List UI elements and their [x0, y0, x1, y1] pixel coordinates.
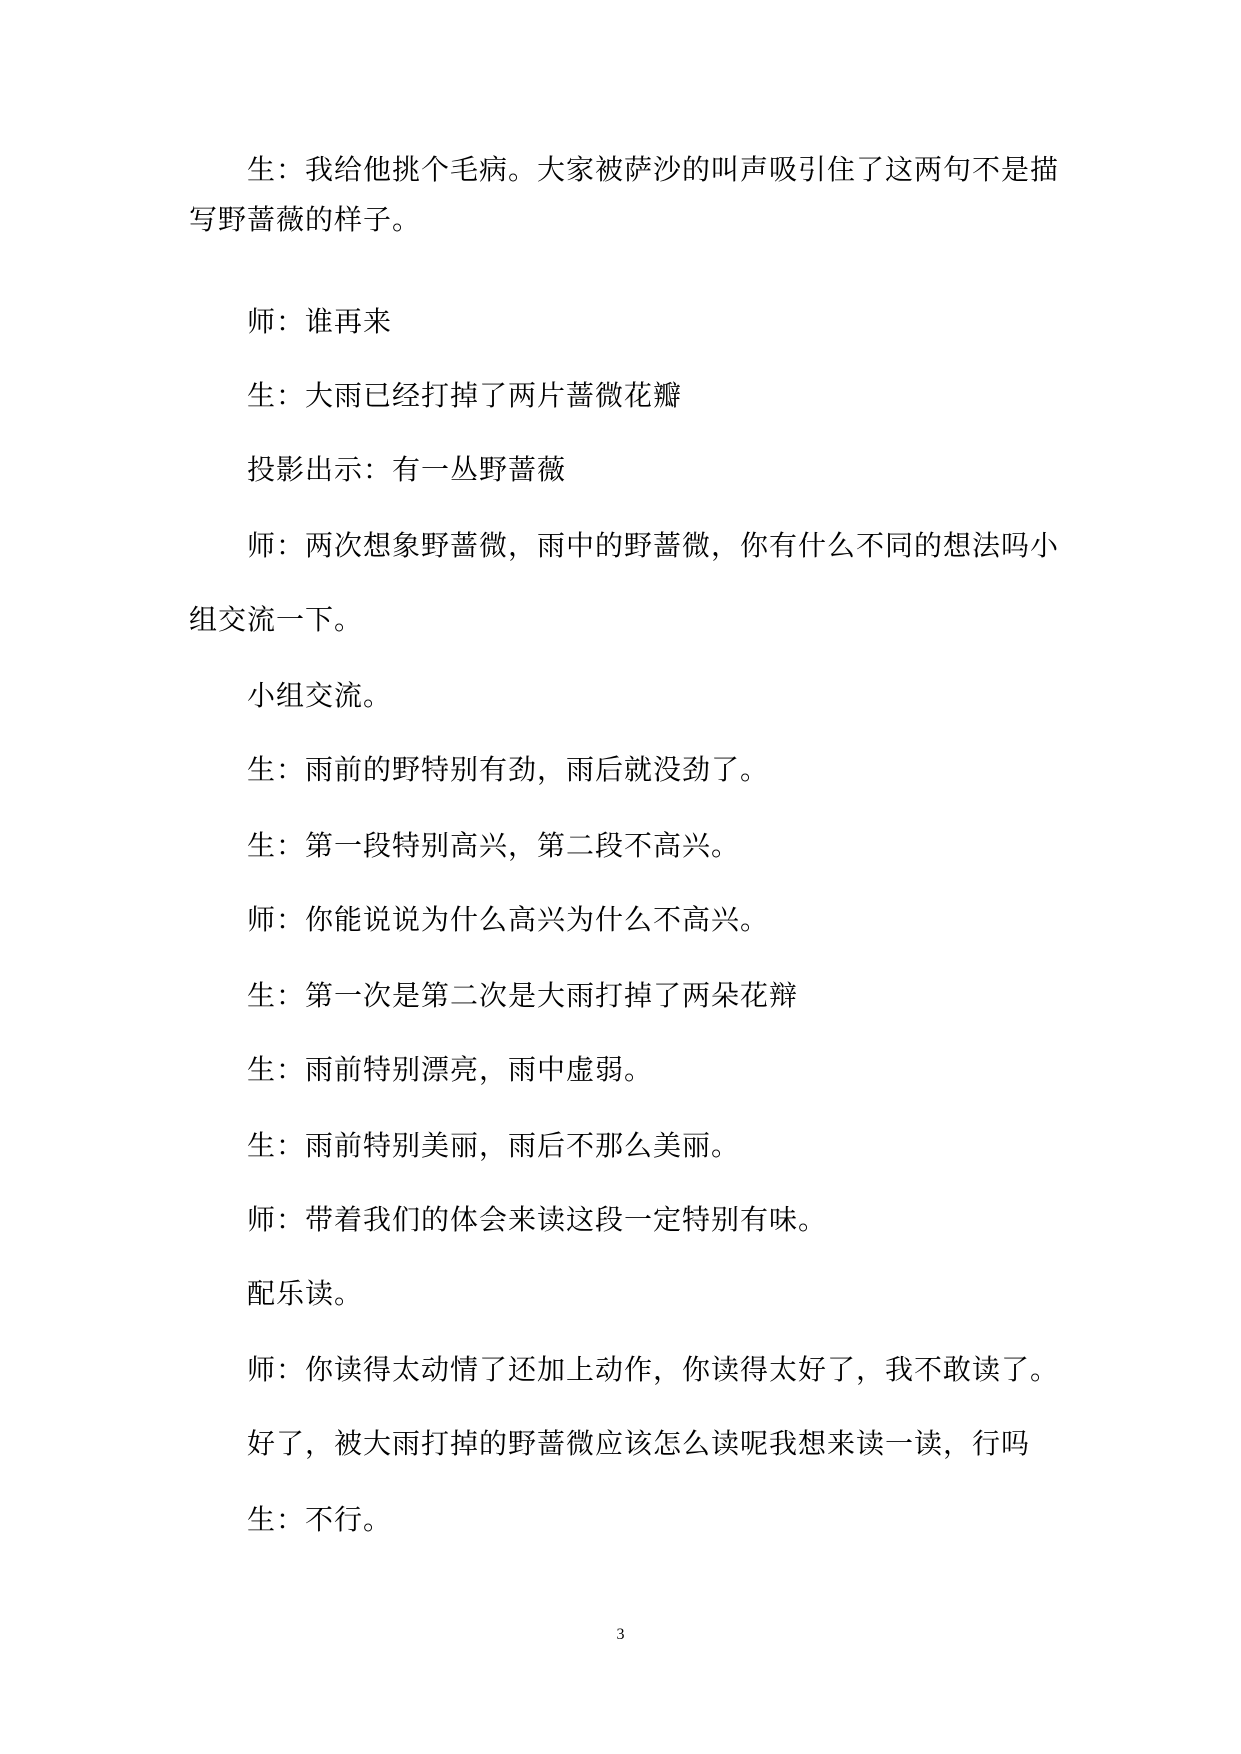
- text-line: 配乐读。: [247, 1277, 364, 1310]
- text-line: 师：谁再来: [247, 305, 393, 338]
- text-line: 小组交流。: [247, 679, 393, 712]
- text-line: 生：雨前的野特别有劲，雨后就没劲了。: [247, 753, 770, 786]
- text-line: 生：第一次是第二次是大雨打掉了两朵花辩: [247, 979, 799, 1012]
- text-line: 师：你读得太动情了还加上动作，你读得太好了，我不敢读了。: [247, 1353, 1060, 1386]
- text-line: 师：你能说说为什么高兴为什么不高兴。: [247, 903, 770, 936]
- text-line: 投影出示：有一丛野蔷薇: [247, 453, 567, 486]
- text-line: 师：带着我们的体会来读这段一定特别有味。: [247, 1203, 828, 1236]
- text-line: 生：我给他挑个毛病。大家被萨沙的叫声吸引住了这两句不是描: [247, 153, 1060, 186]
- text-line: 写野蔷薇的样子。: [189, 203, 422, 236]
- page-number: 3: [616, 1626, 625, 1643]
- text-line: 组交流一下。: [189, 603, 364, 636]
- text-line: 好了，被大雨打掉的野蔷微应该怎么读呢我想来读一读，行吗: [247, 1427, 1031, 1460]
- text-line: 生：不行。: [247, 1503, 393, 1536]
- text-line: 生：雨前特别漂亮，雨中虚弱。: [247, 1053, 654, 1086]
- text-line: 生：雨前特别美丽，雨后不那么美丽。: [247, 1129, 741, 1162]
- text-line: 生：第一段特别高兴，第二段不高兴。: [247, 829, 741, 862]
- text-line: 生：大雨已经打掉了两片蔷微花瓣: [247, 379, 683, 412]
- text-line: 师：两次想象野蔷微，雨中的野蔷微，你有什么不同的想法吗小: [247, 529, 1060, 562]
